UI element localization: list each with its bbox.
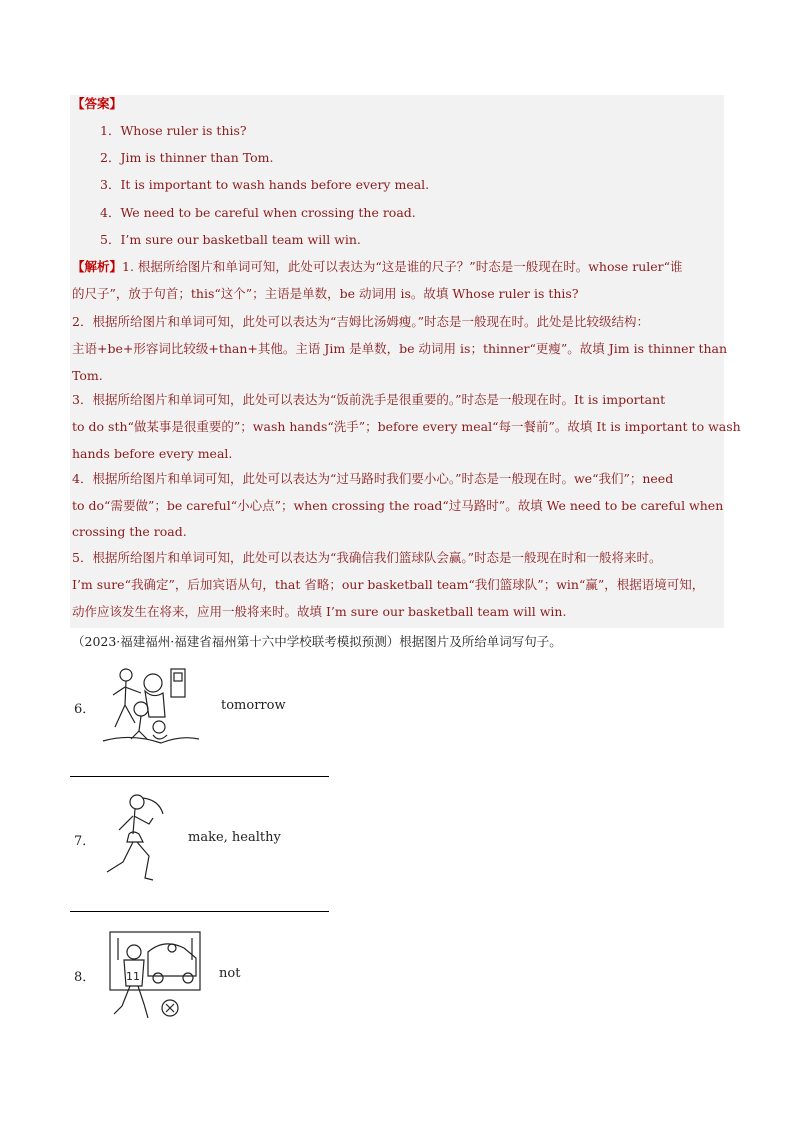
analysis-line-1-text: 1. 根据所给图片和单词可知，此处可以表达为“这是谁的尺子？”时态是一般现在时。whose ruler“谁	[122, 259, 683, 274]
question-7-answer-line[interactable]	[70, 911, 329, 912]
answer-item-2: 2．Jim is thinner than Tom.	[100, 150, 274, 165]
analysis-line-1	[72, 259, 683, 275]
analysis-line-8: hands before every meal.	[72, 446, 233, 461]
question-7-number: 7．	[74, 834, 96, 849]
answer-section	[70, 95, 724, 628]
svg-text:11: 11	[126, 970, 140, 983]
question-6-answer-line[interactable]	[70, 776, 329, 777]
question-8-number: 8．	[74, 970, 96, 985]
family-walking-picture	[101, 665, 201, 747]
answer-item-1: 1．Whose ruler is this?	[100, 123, 247, 138]
answer-item-4: 4．We need to be careful when crossing the road.	[100, 205, 416, 220]
analysis-line-2: 的尺子”，放于句首；this“这个”；主语是单数，be 动词用 is。故填 Whose ruler is this?	[72, 286, 579, 301]
analysis-line-5: Tom.	[72, 368, 103, 383]
analysis-line-9: 4．根据所给图片和单词可知，此处可以表达为“过马路时我们要小心。”时态是一般现在时。we“我们”；need	[72, 471, 674, 486]
question-6-number: 6．	[74, 702, 96, 717]
answer-title: 【答案】	[72, 96, 123, 111]
answer-item-3: 3．It is important to wash hands before every meal.	[100, 177, 430, 192]
analysis-line-12: 5．根据所给图片和单词可知，此处可以表达为“我确信我们篮球队会赢。”时态是一般现在时和一般将来时。	[72, 550, 662, 565]
question-8-hint: not	[219, 966, 241, 981]
analysis-line-10: to do“需要做”；be careful“小心点”；when crossing the road“过马路时”。故填 We need to be careful when	[72, 498, 724, 513]
question-source: （2023·福建福州·福建省福州第十六中学校联考模拟预测）根据图片及所给单词写句子。	[72, 634, 562, 649]
analysis-line-4: 主语+be+形容词比较级+than+其他。主语 Jim 是单数，be 动词用 is；thinner“更瘦”。故填 Jim is thinner than	[72, 341, 728, 356]
analysis-line-14: 动作应该发生在将来，应用一般将来时。故填 I’m sure our basketball team will win.	[72, 604, 567, 619]
boy-football-street-picture	[108, 930, 204, 1022]
question-7-hint: make, healthy	[188, 830, 281, 845]
analysis-line-13: I’m sure“我确定”，后加宾语从句，that 省略；our basketball team“我们篮球队”；win“赢”，根据语境可知，	[72, 577, 705, 592]
analysis-line-6: 3．根据所给图片和单词可知，此处可以表达为“饭前洗手是很重要的。”时态是一般现在时。It is important	[72, 392, 666, 407]
girl-running-picture	[103, 790, 183, 886]
analysis-tag: 【解析】	[72, 259, 123, 274]
question-6-hint: tomorrow	[221, 698, 286, 713]
answer-item-5: 5．I’m sure our basketball team will win.	[100, 232, 361, 247]
analysis-line-3: 2．根据所给图片和单词可知，此处可以表达为“吉姆比汤姆瘦。”时态是一般现在时。此处是比较级结构：	[72, 314, 649, 329]
analysis-line-7: to do sth“做某事是很重要的”；wash hands“洗手”；before every meal“每一餐前”。故填 It is important to wash	[72, 419, 741, 434]
analysis-line-11: crossing the road.	[72, 524, 187, 539]
